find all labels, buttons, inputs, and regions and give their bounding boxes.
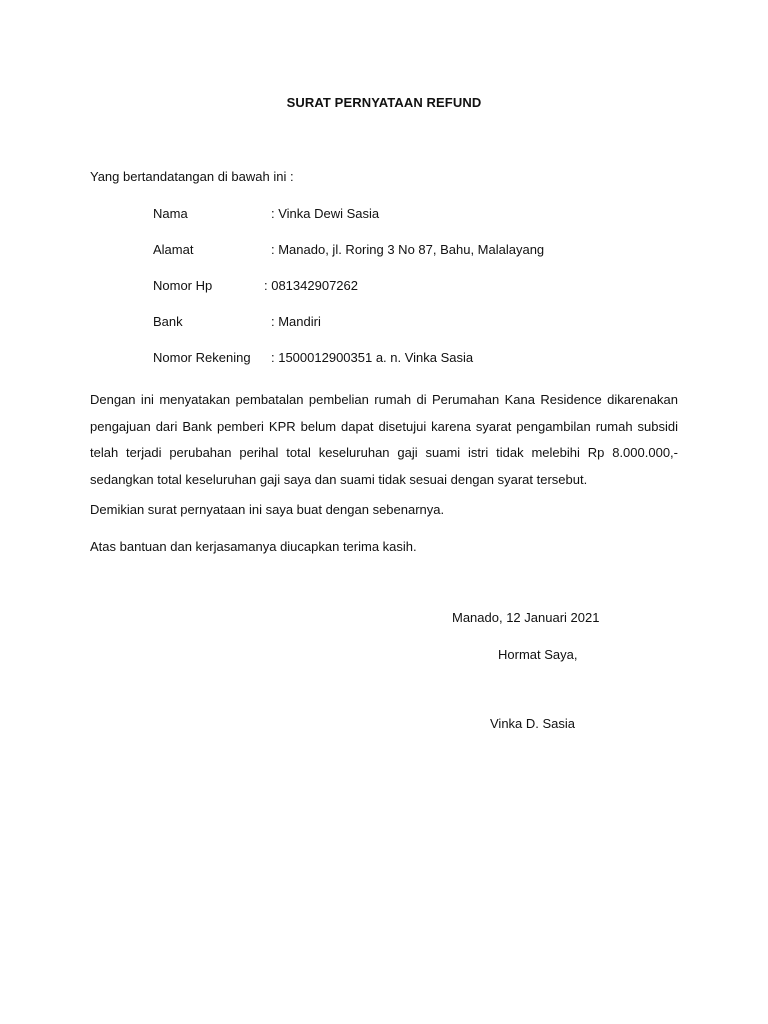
field-value-nomor-rekening: : 1500012900351 a. n. Vinka Sasia <box>271 350 474 365</box>
closing-statement: Demikian surat pernyataan ini saya buat dengan sebenarnya. <box>90 502 445 517</box>
field-value-alamat: : Manado, jl. Roring 3 No 87, Bahu, Malalayang <box>271 242 545 257</box>
field-label-nomor-hp: Nomor Hp <box>153 278 213 293</box>
document-title: SURAT PERNYATAAN REFUND <box>286 95 482 110</box>
place-date: Manado, 12 Januari 2021 <box>452 610 600 625</box>
regards: Hormat Saya, <box>498 647 578 662</box>
body-paragraph: Dengan ini menyatakan pembatalan pembelian rumah di Perumahan Kana Residence dikarenakan pengajuan dari Bank pemberi KPR belum dapat disetujui karena syarat pengambilan rumah subsidi telah terjadi perubahan perihal total keseluruhan gaji suami istri tidak melebihi Rp 8.000.000,- sedangkan total keseluruhan gaji saya dan suami tidak sesuai dengan syarat tersebut. <box>90 392 678 487</box>
field-label-nomor-rekening: Nomor Rekening <box>153 350 251 365</box>
field-label-alamat: Alamat <box>153 242 194 257</box>
closing-thanks: Atas bantuan dan kerjasamanya diucapkan terima kasih. <box>90 539 417 554</box>
field-value-bank: : Mandiri <box>271 314 321 329</box>
field-label-nama: Nama <box>153 206 188 221</box>
field-value-nomor-hp: : 081342907262 <box>264 278 358 293</box>
field-label-bank: Bank <box>153 314 183 329</box>
signer-name: Vinka D. Sasia <box>490 716 576 731</box>
field-value-nama: : Vinka Dewi Sasia <box>271 206 380 221</box>
intro-text: Yang bertandatangan di bawah ini : <box>90 169 294 184</box>
